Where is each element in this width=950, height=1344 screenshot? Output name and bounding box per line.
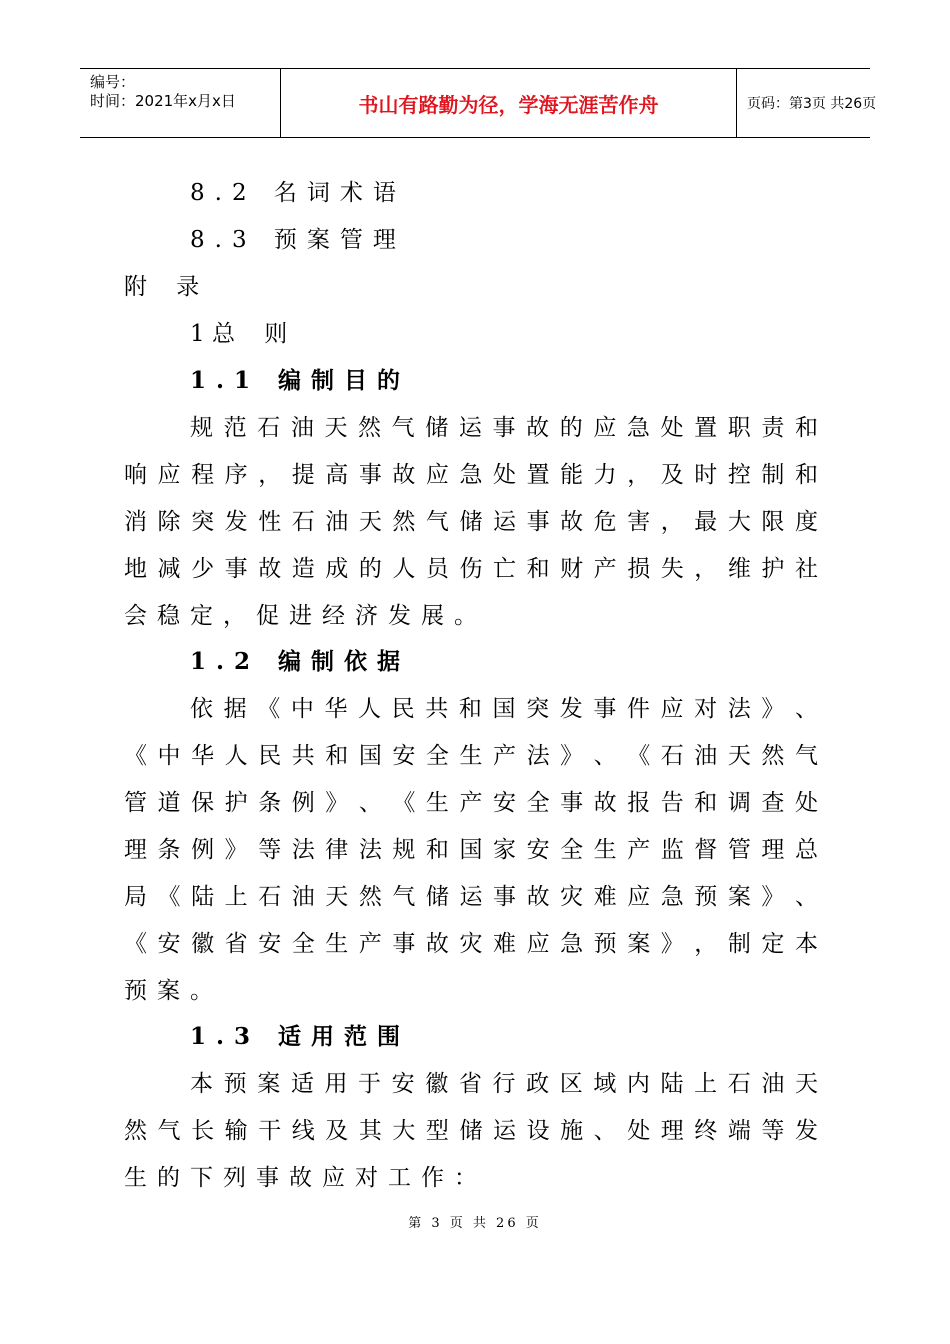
paragraph-line: 地 减 少 事 故 造 成 的 人 员 伤 亡 和 财 产 损 失 ， 维 护 社: [124, 556, 818, 582]
paragraph-line: 理 条 例 》 等 法 律 法 规 和 国 家 安 全 生 产 监 督 管 理 总: [124, 837, 818, 863]
paragraph-line: 管 道 保 护 条 例 》 、 《 生 产 安 全 事 故 报 告 和 调 查 处: [124, 790, 818, 816]
header-meta: [80, 69, 280, 137]
paragraph-line: 响 应 程 序 ， 提 高 事 故 应 急 处 置 能 力 ， 及 时 控 制 和: [124, 462, 818, 488]
paragraph-line: 规 范 石 油 天 然 气 储 运 事 故 的 应 急 处 置 职 责 和: [190, 415, 818, 441]
paragraph-line: 本 预 案 适 用 于 安 徽 省 行 政 区 域 内 陆 上 石 油 天: [190, 1071, 818, 1097]
header-motto: 书山有路勤为径，学海无涯苦作舟: [358, 92, 659, 117]
paragraph-line: 消 除 突 发 性 石 油 天 然 气 储 运 事 故 危 害 ， 最 大 限 度: [124, 509, 818, 535]
header-motto-cell: [280, 69, 737, 137]
header-date: 时间：2021年x月x日: [90, 92, 236, 110]
paragraph-purpose-last-line: 会稳定，促进经济发展。: [124, 603, 487, 629]
paragraph-line: 然 气 长 输 干 线 及 其 大 型 储 运 设 施 、 处 理 终 端 等 发: [124, 1118, 818, 1144]
header-number: 编号：: [90, 73, 136, 91]
paragraph-line: 局 《 陆 上 石 油 天 然 气 储 运 事 故 灾 难 应 急 预 案 》 、: [124, 884, 818, 910]
toc-item-8-2: 8.2 名词术语: [190, 180, 406, 206]
paragraph-line: 《 中 华 人 民 共 和 国 安 全 生 产 法 》 、 《 石 油 天 然 气: [124, 743, 818, 769]
heading-1-1: 1.1 编制目的: [190, 367, 411, 394]
toc-item-8-3: 8.3 预案管理: [190, 227, 406, 253]
paragraph-line: 《 安 徽 省 安 全 生 产 事 故 灾 难 应 急 预 案 》 ， 制 定 本: [124, 931, 818, 957]
paragraph-basis-last-line: 预案。: [124, 978, 223, 1004]
document-header: [80, 68, 877, 138]
page-footer: 第 3 页 共 26 页: [408, 1216, 542, 1231]
section-1-title: 1 总 则: [190, 321, 288, 347]
appendix-heading: 附 录: [124, 274, 200, 300]
paragraph-line: 依 据 《 中 华 人 民 共 和 国 突 发 事 件 应 对 法 》 、: [190, 696, 818, 722]
heading-1-2: 1.2 编制依据: [190, 648, 411, 675]
paragraph-scope-last-line: 生的下列事故应对工作：: [124, 1165, 487, 1191]
heading-1-3: 1.3 适用范围: [190, 1023, 411, 1050]
header-page-info: 页码：第3页 共26页: [747, 96, 877, 112]
